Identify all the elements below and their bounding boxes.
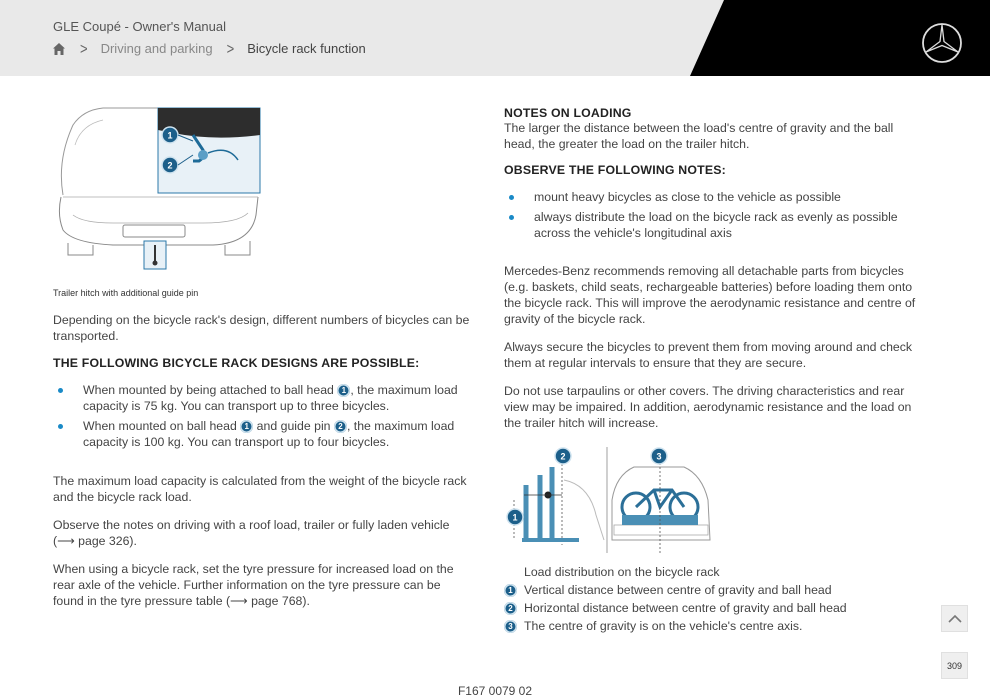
intro-paragraph: Depending on the bicycle rack's design, different numbers of bicycles can be transported.: [53, 313, 470, 343]
bullet-text: , the maximum load capacity is 75 kg. You can transport up to three bicycles.: [83, 383, 458, 413]
trailer-hitch-illustration: [53, 105, 263, 275]
manual-title: GLE Coupé - Owner's Manual: [53, 19, 227, 34]
legend-text: The centre of gravity is on the vehicle's centre axis.: [524, 619, 803, 633]
legend-item: [504, 617, 847, 635]
page-header: [0, 0, 990, 76]
legend-item: [504, 581, 847, 599]
list-item: mount heavy bicycles as close to the vehicle as possible: [504, 189, 924, 205]
list-item: [53, 418, 473, 450]
observe-heading: OBSERVE THE FOLLOWING NOTES:: [504, 163, 726, 177]
designs-list: [53, 382, 473, 450]
loading-paragraph: The larger the distance between the load's centre of gravity and the ball head, the greater the load on the trailer hitch.: [504, 121, 894, 151]
breadcrumb-link-driving[interactable]: Driving and parking: [100, 41, 213, 56]
legend-item: [504, 599, 847, 617]
designs-heading: THE FOLLOWING BICYCLE RACK DESIGNS ARE POSSIBLE:: [53, 356, 420, 370]
tyre-pressure-paragraph: When using a bicycle rack, set the tyre pressure for increased load on the rear axle of the vehicle. Further information on the tyre pressure can be found in the tyre pressure table (⟶ page 768).: [53, 562, 454, 608]
observe-notes-paragraph: Observe the notes on driving with a roof load, trailer or fully laden vehicle (⟶ page 326).: [53, 518, 450, 548]
figure-legend: [504, 563, 847, 635]
svg-text:2: 2: [167, 160, 173, 171]
bullet-text: When mounted on ball head: [83, 419, 237, 433]
list-item: always distribute the load on the bicycle rack as evenly as possible across the vehicle's longitudinal axis: [504, 209, 924, 241]
legend-text: Vertical distance between centre of gravity and ball head: [524, 583, 832, 597]
marker-2-icon: 2: [504, 602, 517, 615]
recommend-paragraph: Mercedes-Benz recommends removing all detachable parts from bicycles (e.g. baskets, child seats, rechargeable batteries) before loading them onto the bicycle rack. This will improve the aerodynamic resistance and centre of gravity of the bicycle rack.: [504, 264, 916, 326]
breadcrumb-current: Bicycle rack function: [247, 41, 366, 56]
marker-3-icon: 3: [504, 620, 517, 633]
marker-2-icon: 2: [334, 420, 347, 433]
bullet-text: , the maximum load capacity is 100 kg. You can transport up to four bicycles.: [83, 419, 455, 449]
page-number: 309: [941, 652, 968, 679]
list-item: [53, 382, 473, 414]
svg-text:1: 1: [512, 512, 518, 523]
marker-1-icon: 1: [337, 384, 350, 397]
figure-caption: Trailer hitch with additional guide pin: [53, 288, 199, 298]
chevron-right-icon: >: [80, 39, 88, 58]
svg-text:3: 3: [656, 451, 662, 462]
bullet-text: When mounted by being attached to ball head: [83, 383, 334, 397]
chevron-up-icon: [948, 614, 962, 624]
tarpaulins-paragraph: Do not use tarpaulins or other covers. The driving characteristics and rear view may be impaired. In addition, aerodynamic resistance and the load on the trailer hitch will increase.: [504, 384, 912, 430]
marker-1-icon: 1: [504, 584, 517, 597]
legend-title: Load distribution on the bicycle rack: [524, 565, 720, 579]
mercedes-star-logo[interactable]: [921, 22, 963, 64]
breadcrumb: [52, 41, 366, 56]
svg-text:2: 2: [560, 451, 566, 462]
bullet-text: and guide pin: [256, 419, 331, 433]
home-icon[interactable]: [52, 42, 66, 56]
max-load-paragraph: The maximum load capacity is calculated from the weight of the bicycle rack and the bicycle rack load.: [53, 474, 467, 504]
scroll-to-top-button[interactable]: [941, 605, 968, 632]
loading-heading: NOTES ON LOADING: [504, 106, 632, 120]
notes-list: [504, 189, 924, 241]
chevron-right-icon: >: [226, 39, 235, 58]
image-code: F167 0079 02: [457, 684, 533, 698]
right-column: [504, 106, 924, 431]
secure-paragraph: Always secure the bicycles to prevent them from moving around and check them at regular intervals to ensure that they are secure.: [504, 340, 913, 370]
marker-1-icon: 1: [240, 420, 253, 433]
legend-text: Horizontal distance between centre of gravity and ball head: [524, 601, 847, 615]
left-column: [53, 312, 473, 609]
load-distribution-illustration: [504, 445, 714, 555]
svg-text:1: 1: [167, 130, 173, 141]
